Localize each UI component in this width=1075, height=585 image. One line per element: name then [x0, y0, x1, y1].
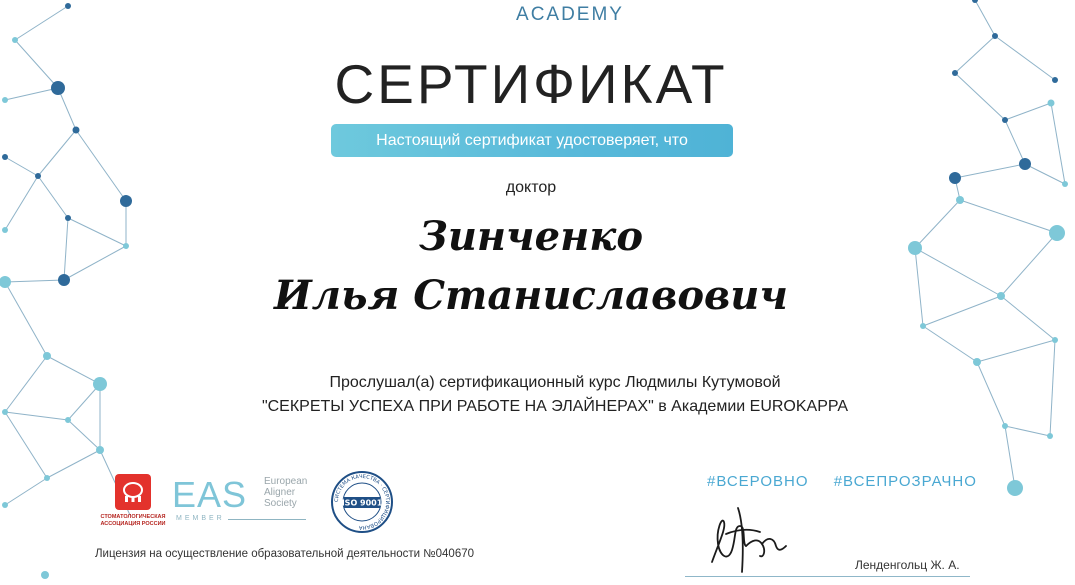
recipient-surname: Зинченко — [418, 213, 644, 260]
dental-association-logo — [93, 474, 173, 528]
eas-divider — [228, 519, 306, 520]
dental-association-emblem-icon — [115, 474, 151, 510]
recipient-prefix: доктор — [505, 179, 557, 196]
certificate-title: СЕРТИФИКАТ — [334, 53, 728, 115]
dental-association-caption-1: СТОМАТОЛОГИЧЕСКАЯ — [100, 514, 166, 520]
iso-9001-seal — [330, 470, 394, 534]
recipient-given-names: Илья Станиславович — [274, 272, 788, 319]
dental-association-caption-2: АССОЦИАЦИЯ РОССИИ — [100, 521, 166, 527]
brand-academy: ACADEMY — [516, 4, 624, 25]
eas-text-line-2: Aligner — [264, 487, 296, 498]
iso-ring-text: СИСТЕМА КАЧЕСТВА · СЕРТИФИЦИРОВАНА — [333, 473, 391, 531]
eas-mark: EAS — [172, 474, 248, 515]
eas-member-label: MEMBER — [176, 515, 225, 522]
course-line-2: "СЕКРЕТЫ УСПЕХА ПРИ РАБОТЕ НА ЭЛАЙНЕРАХ" в Академии EUROKAPPA — [261, 398, 849, 415]
iso-label: ISO 9001 — [341, 498, 383, 508]
handwritten-signature — [702, 500, 792, 580]
hashtag-vserovno: #ВСЕРОВНО — [707, 473, 809, 490]
eas-text-line-3: Society — [264, 498, 297, 509]
signature-line — [685, 576, 970, 577]
hashtag-vseprozrachno: #ВСЕПРОЗРАЧНО — [833, 473, 977, 490]
eas-logo — [172, 474, 314, 526]
signer-name: Ленденгольц Ж. А. — [855, 558, 960, 572]
eas-text-line-1: European — [264, 476, 308, 487]
certificate-banner: Настоящий сертификат удостоверяет, что — [331, 124, 733, 157]
course-line-1: Прослушал(а) сертификационный курс Людмилы Кутумовой — [329, 374, 781, 391]
hashtags — [707, 473, 977, 490]
license-text: Лицензия на осуществление образовательной деятельности №040670 — [95, 548, 475, 560]
